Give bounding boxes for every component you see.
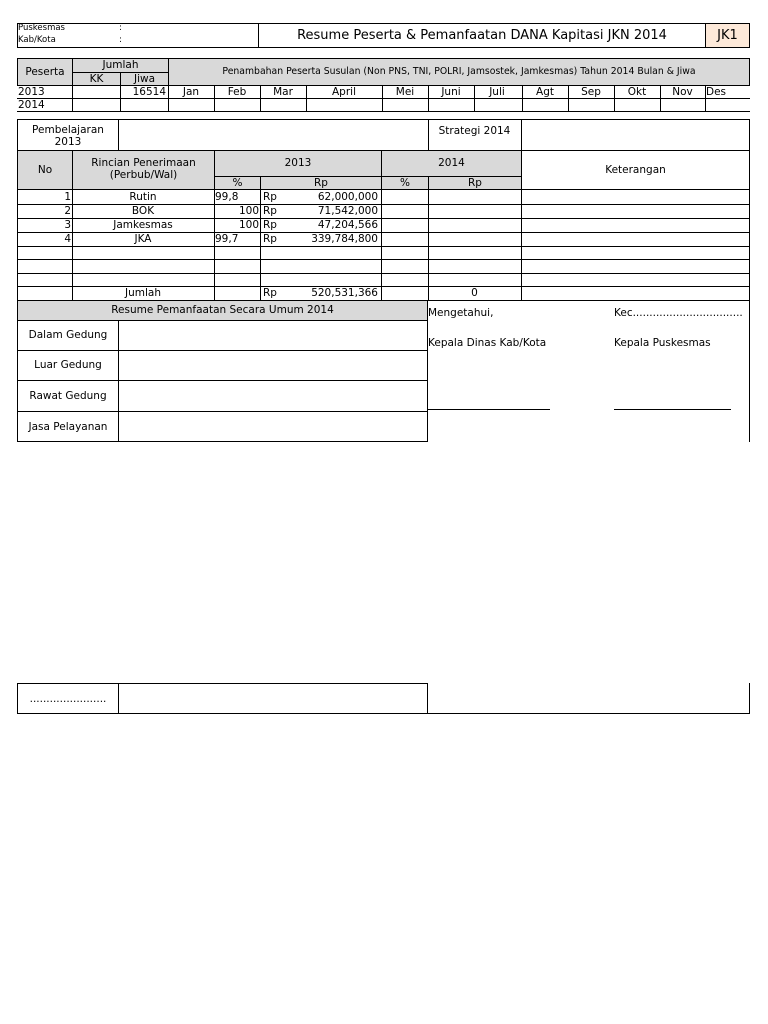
puskesmas-label: Puskesmas <box>18 23 65 33</box>
no-header: No <box>17 150 73 190</box>
total-label: Jumlah <box>125 287 161 299</box>
month-juni: Juni <box>441 86 461 98</box>
pct-2014-header: % <box>381 176 429 190</box>
month-juli: Juli <box>489 86 505 98</box>
grid-line <box>17 246 750 247</box>
receipt-name-3: Jamkesmas <box>113 219 173 231</box>
month-april: April <box>332 86 356 98</box>
grid-line <box>749 683 750 714</box>
grid-line <box>17 411 428 412</box>
month-mar: Mar <box>273 86 293 98</box>
signature-line-dinas <box>428 409 550 410</box>
year-2013-label: 2013 <box>18 86 45 98</box>
kabkota-label: Kab/Kota <box>18 35 56 45</box>
receipt-no-1: 1 <box>64 191 71 203</box>
receipt-no-4: 4 <box>64 233 71 245</box>
month-mei: Mei <box>395 86 415 98</box>
rp-2013-header: Rp <box>260 176 382 190</box>
kepala-dinas-label: Kepala Dinas Kab/Kota <box>428 337 547 349</box>
receipt-rp-3: 47,204,566 <box>317 219 378 231</box>
grid-line <box>306 86 307 111</box>
receipt-cur-2: Rp <box>263 205 277 217</box>
kec-label: Kec................................. <box>614 307 743 319</box>
total-cur: Rp <box>263 287 277 299</box>
strategi-label: Strategi 2014 <box>438 125 511 137</box>
report-title: Resume Peserta & Pemanfaatan DANA Kapitasi JKN 2014 <box>258 23 706 48</box>
grid-line <box>17 111 750 112</box>
grid-line <box>118 119 119 151</box>
grid-line <box>17 273 750 274</box>
grid-line <box>522 86 523 111</box>
grid-line <box>118 683 119 714</box>
month-nov: Nov <box>672 86 693 98</box>
receipt-cur-3: Rp <box>263 219 277 231</box>
bottom-row-label: ....................... <box>29 693 107 705</box>
total-2014: 0 <box>471 287 478 299</box>
month-agt: Agt <box>536 86 554 98</box>
receipt-no-2: 2 <box>64 205 71 217</box>
grid-line <box>17 350 428 351</box>
grid-line <box>260 86 261 111</box>
grid-line <box>17 380 428 381</box>
grid-line <box>17 98 750 99</box>
month-des: Des <box>706 86 727 98</box>
receipt-cur-1: Rp <box>263 191 277 203</box>
grid-line <box>72 86 73 111</box>
grid-line <box>521 189 522 301</box>
rincian-header <box>72 150 215 190</box>
receipt-pct-1: 99,8 <box>215 191 239 203</box>
receipt-rp-2: 71,542,000 <box>317 205 378 217</box>
month-feb: Feb <box>227 86 247 98</box>
grid-line <box>428 713 750 714</box>
grid-line <box>660 86 661 111</box>
keterangan-header: Keterangan <box>521 150 750 190</box>
pct-2013-header: % <box>214 176 261 190</box>
jiwa-header: Jiwa <box>120 72 169 86</box>
receipt-name-1: Rutin <box>129 191 157 203</box>
usage-title: Resume Pemanfaatan Secara Umum 2014 <box>17 300 428 321</box>
signature-line-puskesmas <box>614 409 731 410</box>
receipt-cur-4: Rp <box>263 233 277 245</box>
receipt-pct-4: 99,7 <box>215 233 239 245</box>
total-2013: 520,531,366 <box>311 287 378 299</box>
grid-line <box>521 119 522 151</box>
grid-line <box>568 86 569 111</box>
grid-line <box>381 189 382 301</box>
month-jan: Jan <box>182 86 200 98</box>
pembelajaran-label: Pembelajaran <box>32 124 104 136</box>
receipt-pct-2: 100 <box>238 205 259 217</box>
form-code-badge: JK1 <box>705 23 750 48</box>
receipt-no-3: 3 <box>64 219 71 231</box>
usage-item-rawat-gedung: Rawat Gedung <box>29 390 107 402</box>
kk-header: KK <box>72 72 121 86</box>
receipt-rp-4: 339,784,800 <box>311 233 378 245</box>
grid-line <box>168 86 169 111</box>
grid-line <box>749 300 750 442</box>
grid-line <box>614 86 615 111</box>
grid-line <box>428 86 429 111</box>
year-2013-header: 2013 <box>214 150 382 177</box>
receipt-name-4: JKA <box>134 233 152 245</box>
grid-line <box>382 86 383 111</box>
puskesmas-colon: : <box>119 23 122 33</box>
kabkota-colon: : <box>119 35 122 45</box>
grid-line <box>428 189 429 301</box>
kepala-puskesmas-label: Kepala Puskesmas <box>614 337 711 349</box>
grid-line <box>118 320 119 442</box>
year-2014-label: 2014 <box>18 99 45 111</box>
usage-item-luar-gedung: Luar Gedung <box>34 359 102 371</box>
rincian-header-line2: (Perbub/Wal) <box>109 169 178 181</box>
pembelajaran-box <box>17 119 750 151</box>
receipt-rp-1: 62,000,000 <box>317 191 378 203</box>
rp-2014-header: Rp <box>428 176 522 190</box>
grid-line <box>705 86 706 111</box>
pembelajaran-year: 2013 <box>54 136 82 148</box>
month-sep: Sep <box>581 86 601 98</box>
grid-line <box>120 86 121 111</box>
grid-line <box>214 86 215 111</box>
receipt-name-2: BOK <box>131 205 155 217</box>
usage-item-dalam-gedung: Dalam Gedung <box>28 329 108 341</box>
jiwa-2013-value: 16514 <box>132 86 166 98</box>
peserta-header: Peserta <box>17 58 73 86</box>
grid-line <box>260 189 261 301</box>
month-okt: Okt <box>627 86 647 98</box>
mengetahui-label: Mengetahui, <box>428 307 494 319</box>
jumlah-header: Jumlah <box>72 58 169 73</box>
rincian-header-line1: Rincian Penerimaan <box>91 157 196 169</box>
penambahan-header: Penambahan Peserta Susulan (Non PNS, TNI, POLRI, Jamsostek, Jamkesmas) Tahun 2014 Bulan & Jiwa <box>168 58 750 86</box>
grid-line <box>17 259 750 260</box>
year-2014-header: 2014 <box>381 150 522 177</box>
grid-line <box>474 86 475 111</box>
usage-item-jasa-pelayanan: Jasa Pelayanan <box>28 421 108 433</box>
receipt-pct-3: 100 <box>238 219 259 231</box>
